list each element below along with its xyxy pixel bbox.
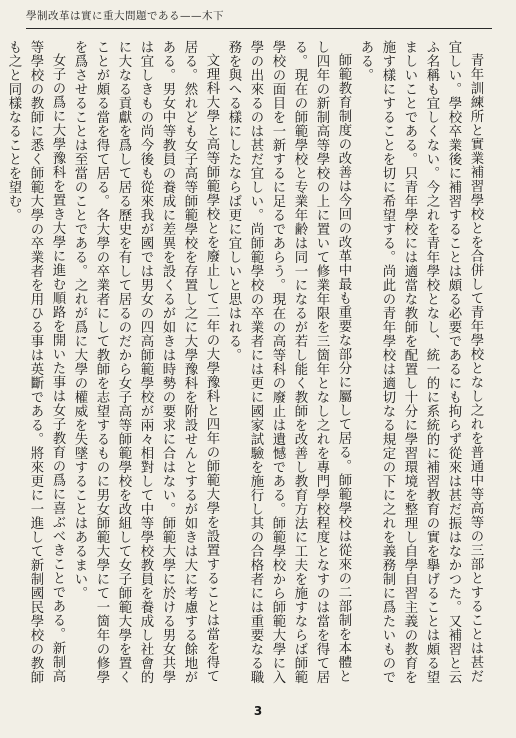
paragraph: 青年訓練所と實業補習學校とを合併して青年學校となし之れを普通中等高等の三部とすることは甚だ宜しい。學校卒業後に補習することは頗る必要であるにも拘らず從來は甚だ振はなかつた。又補習と云ふ名稱も宜しくない。今之れを青年學校となし、統一的に系統的に補習教育の實を擧げることは頗る望ましいことである。只青年學校には適當な教師を配置し十分に學習環境を整理し自學自習主義の教育を施す樣にすることを切に希望する。尚此の青年學校は適切なる規定の下に之れを義務制に爲たいものである。 bbox=[358, 40, 483, 684]
paragraph: 女子の爲に大學豫科を置き大學に進む順路を開いた事は女子教育の爲に喜ぶべきことである。新制高等學校の教師に悉く師範大學の卒業者を用ひる事は英斷である。將來更に一進して新制國民學校の教師も之と同樣なることを望む。 bbox=[6, 40, 65, 684]
paragraph: 文理科大學と高等師範學校とを廢止して二年の大學豫科と四年の師範大學を設置することは當を得て居る。然れども女子高等師範學校を存置し之に大學豫科を附設せんとするが如きは大に考慮する餘地がある。男女中等教員の養成に差異を設くるが如きは時勢の要求に合はない。師範大學に於ける男女共學は宜しきもの尚今後も從來我が國では男女の四高師範學校が兩々相對して中等學校教員を養成し社會的に大なる貢獻を爲して居る歷史を有して居るのだから女子高等師範學校を改組して女子師範大學を置くことが頗る當を得て居る。各大學の卒業者にして教師を志望するものに男女師範大學にて一箇年の修學を爲させることは至當のことである。之れが爲に大學の權威を失墜することはあるまい。 bbox=[72, 40, 219, 684]
page-number: 3 bbox=[253, 704, 263, 718]
paragraph: 師範教育制度の改善は今回の改革中最も重要な部分に屬して居る。師範學校は從來の二部制を本體とし四年の新制高等學校の上に置いて修業年限を三箇年となし之れを專門學校程度となすのは當を得て居る。現在の師範學校と专業年齢は同一になるが若し能く教師を改善し教育方法に工夫を施すならば師範學校の面目を一新するに足るであらう。現在の高等科の廢止は遺憾である。師範學校から師範大學に入學の出來るのは甚だ宜しい。尚師範學校の卒業者には更に國家試驗を施行し其の合格者には重要なる職務を與へる樣にしたならば更に宜しいと思はれる。 bbox=[226, 40, 351, 684]
header-rule bbox=[26, 28, 492, 29]
body-text bbox=[6, 40, 486, 690]
running-header-text: 學制改革は實に重大問題である——木下 bbox=[26, 10, 224, 22]
running-header bbox=[26, 8, 496, 23]
